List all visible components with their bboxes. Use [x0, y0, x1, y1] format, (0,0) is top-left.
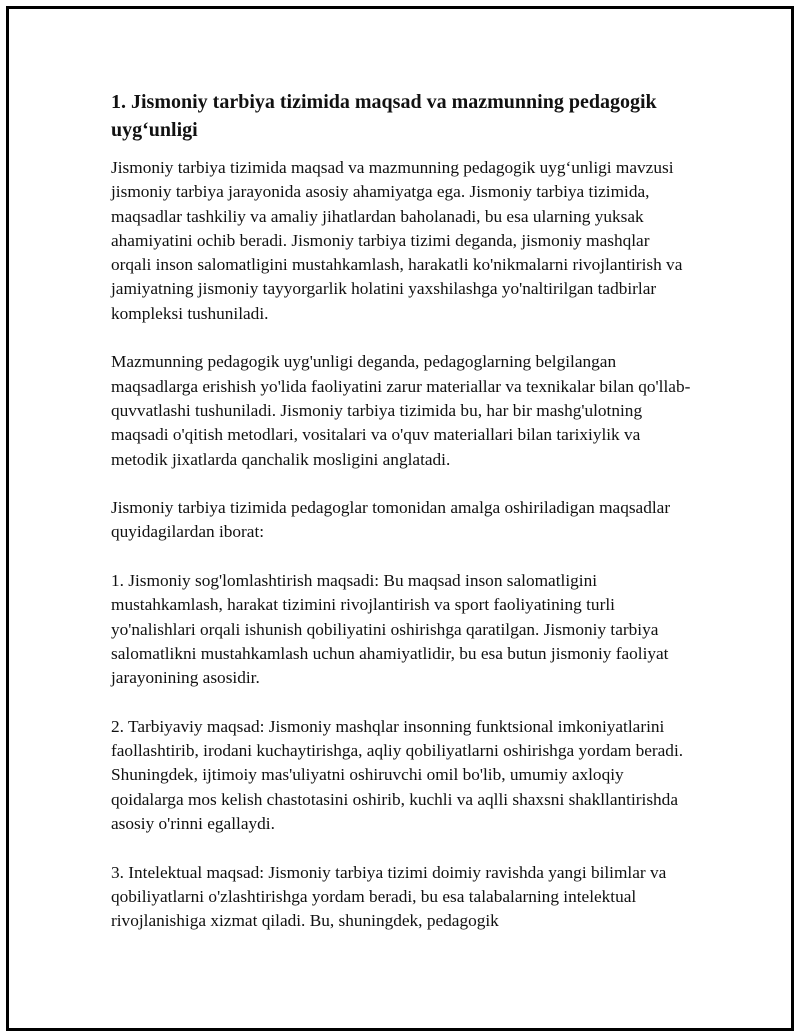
- paragraph-goal-2: 2. Tarbiyaviy maqsad: Jismoniy mashqlar insonning funktsional imkoniyatlarini faollashtirib, irodani kuchaytirishga, aqliy qobiliyatlarni oshirishga yordam beradi. Shuningdek, ijtimoiy mas'uliyatni oshiruvchi omil bo'lib, umumiy axloqiy qoidalarga mos kelish chastotasini oshirib, kuchli va aqlli shaxsni shakllantirishda asosiy o'rinni egallaydi.: [111, 716, 684, 834]
- paragraph-goal-1: 1. Jismoniy sog'lomlashtirish maqsadi: Bu maqsad inson salomatligini mustahkamlash, harakat tizimini rivojlantirish va sport faoliyatining turli yo'nalishlari orqali ishunish qobiliyatini oshirishga qaratilgan. Jismoniy tarbiya salomatlikni mustahkamlash uchun ahamiyatlidir, bu esa butun jismoniy faoliyat jarayonining asosidir.: [111, 571, 669, 688]
- paragraph-goal-3: 3. Intelektual maqsad: Jismoniy tarbiya tizimi doimiy ravishda yangi bilimlar va qobiliyatlarni o'zlashtirishga yordam beradi, bu esa talabalarning intelektual rivojlanishiga xizmat qiladi. Bu, shuningdek, pedagogik: [111, 862, 667, 931]
- paragraph-harmony: Mazmunning pedagogik uyg'unligi deganda, pedagoglarning belgilangan maqsadlarga erishish yo'lida faoliyatini zarur materiallar va texnikalar bilan qo'llab-quvvatlashi tushuniladi. Jismoniy tarbiya tizimida bu, har bir mashg'ulotning maqsadi o'qitish metodlari, vositalari va o'quv materiallari bilan tarixiylik va metodik jixatlarda qanchalik mosligini anglatadi.: [111, 352, 691, 469]
- paragraph-intro: Jismoniy tarbiya tizimida maqsad va mazmunning pedagogik uyg‘unligi mavzusi jismoniy tarbiya jarayonida asosiy ahamiyatga ega. Jismoniy tarbiya tizimida, maqsadlar tashkiliy va amaliy jihatlardan baholanadi, bu esa ularning yuksak ahamiyatini ochib beradi. Jismoniy tarbiya tizimi deganda, jismoniy mashqlar orqali inson salomatligini mustahkamlash, harakatli ko'nikmalarni rivojlantirish va jamiyatning jismoniy tayyorgarlik holatini yaxshilashga yo'naltirilgan tadbirlar kompleksi tushuniladi.: [111, 158, 683, 323]
- paragraph-goals-intro: Jismoniy tarbiya tizimida pedagoglar tomonidan amalga oshiriladigan maqsadlar quyidagilardan iborat:: [111, 498, 671, 542]
- document-body: [111, 88, 691, 958]
- section-heading: 1. Jismoniy tarbiya tizimida maqsad va mazmunning pedagogik uyg‘unligi: [111, 91, 657, 141]
